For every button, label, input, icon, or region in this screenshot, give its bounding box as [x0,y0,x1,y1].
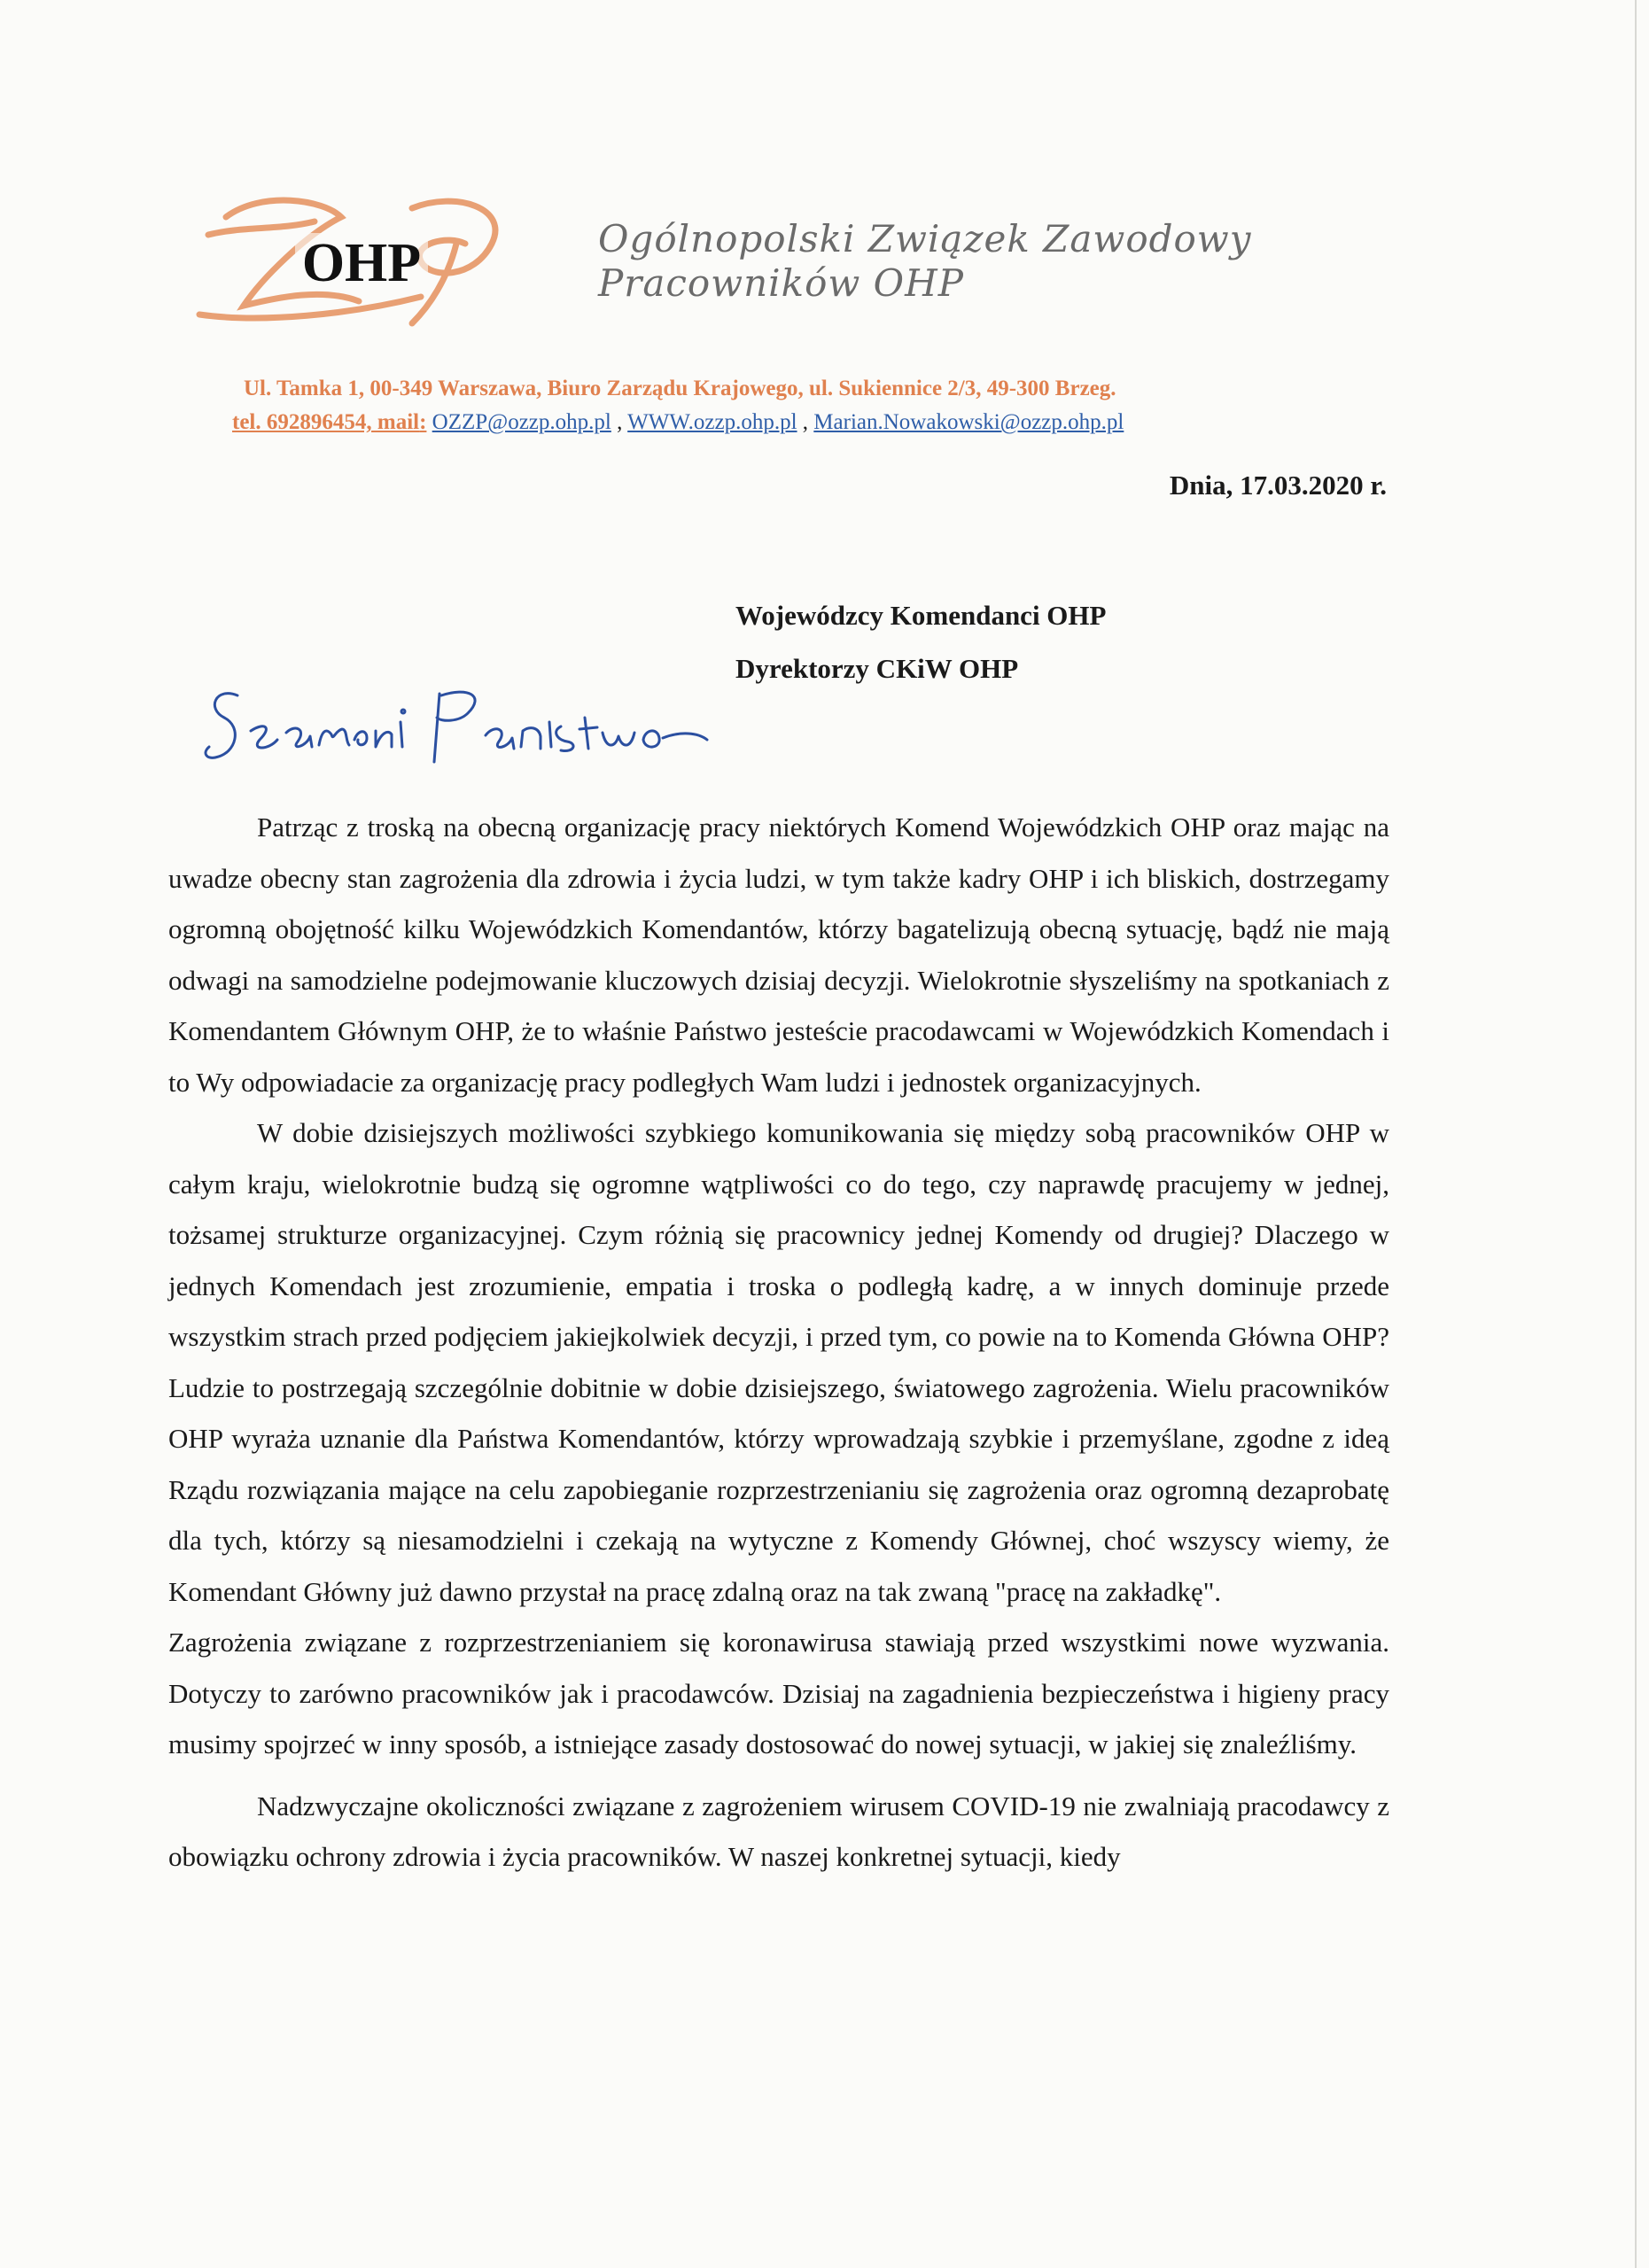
scan-edge-line [1635,0,1637,2268]
ohp-logo [191,182,572,332]
paragraph-2: W dobie dzisiejszych możliwości szybkiego komunikowania się między sobą pracowników OHP w całym kraju, wielokrotnie budzą się ogromne wątpliwości co do tego, czy naprawdę pracujemy w jednej, tożsamej strukturze organizacyjnej. Czym różnią się pracownicy jednej Komendy od drugiej? Dlaczego w jednych Komendach jest zrozumienie, empatia i troska o podległą kadrę, a w innych dominuje przede wszystkim strach przed podjęciem jakiejkolwiek decyzji, i przed tym, co powie na to Komenda Główna OHP? Ludzie to postrzegają szczególnie dobitnie w dobie dzisiejszego, światowego zagrożenia. Wielu pracowników OHP wyraża uznanie dla Państwa Komendantów, którzy wprowadzają szybkie i przemyślane, zgodne z ideą Rządu rozwiązania mające na celu zapobieganie rozprzestrzenianiu się zagrożenia oraz ogromną dezaprobatę dla tych, którzy są niesamodzielni i czekają na wytyczne z Komendy Głównej, choć wszyscy wiemy, że Komendant Główny już dawno przystał na pracę zdalną oraz na tak zwaną "pracę na zakładkę". [168,1117,1389,1607]
paragraph-1: Patrząc z troską na obecną organizację pracy niektórych Komend Wojewódzkich OHP oraz mając na uwadze obecny stan zagrożenia dla zdrowia i życia ludzi, w tym także kadry OHP i ich bliskich, dostrzegamy ogromną obojętność kilku Wojewódzkich Komendantów, którzy bagatelizują obecną sytuację, bądź nie mają odwagi na samodzielne podejmowanie kluczowych dzisiaj decyzji. Wielokrotnie słyszeliśmy na spotkaniach z Komendantem Głównym OHP, że to właśnie Państwo jesteście pracodawcami w Wojewódzkich Komendach i to Wy odpowiadacie za organizację pracy podległych Wam ludzi i jednostek organizacyjnych. [168,812,1389,1098]
email-link-1[interactable]: OZZP@ozzp.ohp.pl [432,410,611,434]
address-line: Ul. Tamka 1, 00-349 Warszawa, Biuro Zarządu Krajowego, ul. Sukiennice 2/3, 49-300 Brzeg. [244,377,1116,400]
organization-name [598,217,1251,306]
website-link[interactable]: WWW.ozzp.ohp.pl [627,410,797,434]
paragraph-3: Zagrożenia związane z rozprzestrzenianiem się koronawirusa stawiają przed wszystkimi nowe wyzwania. Dotyczy to zarówno pracowników jak i pracodawców. Dzisiaj na zagadnienia bezpieczeństwa i higieny pracy musimy spojrzeć w inny sposób, a istniejące zasady dostosować do nowej sytuacji, w jakiej się znaleźliśmy. [168,1627,1389,1759]
recipient-line-1: Wojewódzcy Komendanci OHP [735,600,1107,631]
logo-text: OHP [301,233,422,293]
contact-label: tel. 692896454, mail [232,410,420,434]
contact-line: tel. 692896454, mail: OZZP@ozzp.ohp.pl , WWW.ozzp.ohp.pl , Marian.Nowakowski@ozzp.ohp.pl [232,410,1124,434]
org-name-line2: Pracowników OHP [598,261,964,305]
email-link-2[interactable]: Marian.Nowakowski@ozzp.ohp.pl [813,410,1124,434]
paragraph-4: Nadzwyczajne okoliczności związane z zagrożeniem wirusem COVID-19 nie zwalniają pracodawcy z obowiązku ochrony zdrowia i życia pracowników. W naszej konkretnej sytuacji, kiedy [168,1790,1389,1872]
letter-date: Dnia, 17.03.2020 r. [1169,470,1387,501]
handwritten-salutation [202,669,805,784]
org-name-line1: Ogólnopolski Związek Zawodowy [598,217,1252,260]
recipient-line-2: Dyrektorzy CKiW OHP [735,653,1019,684]
letter-body [168,802,1389,1883]
